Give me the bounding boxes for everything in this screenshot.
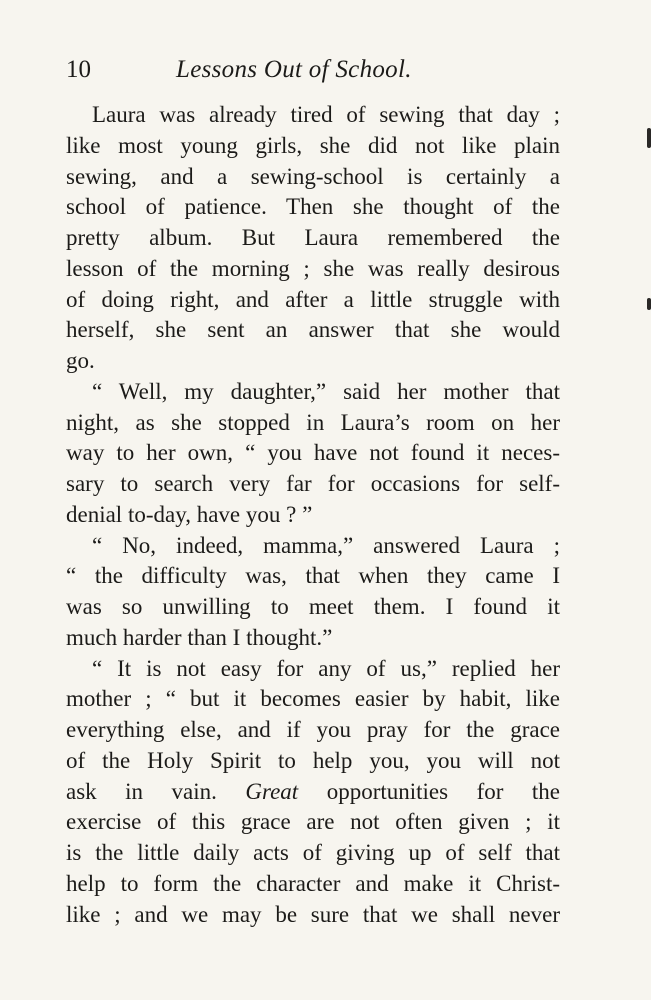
text-segment: ask in vain. [66, 778, 246, 804]
page-edge-mark [647, 298, 651, 310]
text-line: everything else, and if you pray for the grace [66, 717, 560, 742]
text-line: help to form the character and make it Christ- [66, 870, 560, 896]
text-line: much harder than I thought.” [66, 624, 333, 650]
text-line: “ Well, my daughter,” said her mother that [92, 378, 560, 404]
text-line: sary to search very far for occasions for self- [66, 471, 560, 496]
text-line: “ It is not easy for any of us,” replied her [92, 655, 560, 681]
text-line: way to her own, “ you have not found it neces- [66, 440, 560, 466]
page-number: 10 [66, 56, 91, 83]
text-line: denial to-day, have you ? ” [66, 501, 313, 527]
page-header [66, 56, 556, 96]
emphasized-word: Great [245, 778, 299, 804]
text-line [66, 777, 560, 808]
text-line: Laura was already tired of sewing that day ; [92, 102, 560, 127]
page-edge-mark [647, 128, 651, 148]
text-segment: opportunities for the [298, 778, 560, 804]
text-line: pretty album. But Laura remembered the [66, 225, 560, 250]
text-line: herself, she sent an answer that she would [66, 317, 560, 343]
text-line: “ No, indeed, mamma,” answered Laura ; [92, 532, 560, 558]
text-line: night, as she stopped in Laura’s room on her [66, 409, 560, 435]
body-text [66, 100, 560, 930]
text-line: go. [66, 348, 95, 373]
text-line: school of patience. Then she thought of the [66, 194, 560, 220]
text-line: was so unwilling to meet them. I found it [66, 594, 560, 619]
text-line: of the Holy Spirit to help you, you will not [66, 747, 560, 773]
text-line: sewing, and a sewing-school is certainly a [66, 163, 560, 189]
running-title: Lessons Out of School. [176, 56, 412, 83]
text-line: of doing right, and after a little struggle with [66, 286, 560, 312]
text-line: like most young girls, she did not like plain [66, 132, 560, 158]
text-line: “ the difficulty was, that when they came I [66, 563, 560, 589]
text-line: is the little daily acts of giving up of self that [66, 840, 560, 865]
text-line: exercise of this grace are not often given ; it [66, 809, 560, 835]
text-line: lesson of the morning ; she was really desirous [66, 255, 560, 281]
text-line: mother ; “ but it becomes easier by habit, like [66, 686, 560, 712]
text-line: like ; and we may be sure that we shall never [66, 901, 560, 927]
